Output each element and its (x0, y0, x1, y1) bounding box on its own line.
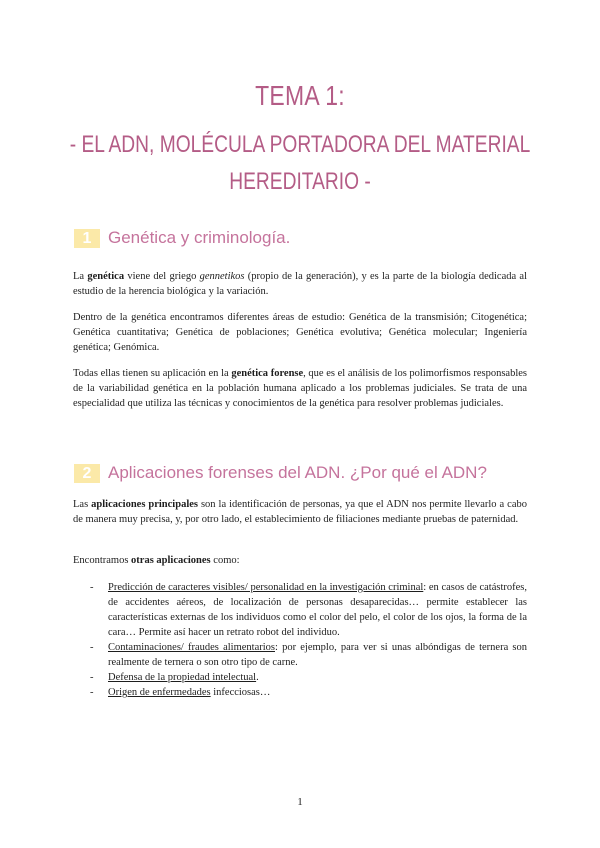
dash-marker: - (90, 642, 94, 653)
section-2-paragraph-1 (73, 497, 527, 527)
term-genetica-forense: genética forense (231, 368, 304, 379)
section-1-paragraph-2: Dentro de la genética encontramos diferentes áreas de estudio: Genética de la transmisión; Citogenética; Genética cuantitativa; Genética de poblaciones; Genética evolutiva; Genética molecular; Ingeniería genética; Genómica. (73, 312, 527, 353)
section-1-heading (74, 228, 290, 248)
title-line-2: - EL ADN, MOLÉCULA PORTADORA DEL MATERIAL (69, 131, 531, 158)
term-aplicaciones-principales: aplicaciones principales (91, 499, 198, 510)
text-run: son la identificación de personas, ya que el ADN nos permite llevarlo a cabo de manera muy precisa, y, por otro lado, el establecimiento de filiaciones mediante pruebas de paternidad. (73, 499, 527, 525)
title-subtitle (60, 126, 540, 200)
list-item-topic: Defensa de la propiedad intelectual (108, 672, 257, 683)
section-1-title: Genética y criminología. (108, 228, 291, 247)
list-item (90, 670, 527, 685)
list-item-text: : en casos de catástrofes, de accidentes aéreos, de localización de personas desaparecidas… permite establecer las características externas de los individuos como el color del pelo, el color de los ojos, la forma de la cara… Permite así hacer un retrato robot del individuo. (108, 582, 527, 638)
section-2-heading (74, 463, 487, 483)
text-run: como: (210, 555, 240, 566)
dash-marker: - (90, 582, 94, 593)
list-item-text: : por ejemplo, para ver si unas albóndigas de ternera son realmente de ternera o son otro tipo de carne. (108, 642, 527, 668)
text-run: Todas ellas tienen su aplicación en la (73, 368, 232, 379)
list-item-text: . (256, 672, 259, 683)
list-item (90, 580, 527, 640)
list-item-topic: Predicción de caracteres visibles/ personalidad en la investigación criminal (108, 582, 424, 593)
section-2-paragraph-2 (73, 553, 527, 568)
section-2-title: Aplicaciones forenses del ADN. ¿Por qué el ADN? (108, 463, 487, 482)
text-run: viene del griego (124, 271, 200, 282)
section-2-number: 2 (74, 464, 100, 483)
section-1-paragraph-3 (73, 366, 527, 411)
text-run: (propio de la generación), y es la parte de la biología dedicada al estudio de la herencia biológica y la variación. (73, 271, 528, 297)
dash-marker: - (90, 672, 94, 683)
list-item-topic: Contaminaciones/ fraudes alimentarios (108, 642, 275, 653)
term-gennetikos: gennetikos (199, 271, 245, 282)
list-item (90, 640, 527, 670)
term-otras-aplicaciones: otras aplicaciones (131, 555, 211, 566)
list-item-text: infecciosas… (210, 687, 271, 698)
title-line-1: TEMA 1: (255, 80, 345, 111)
section-1-paragraph-1 (73, 269, 527, 299)
text-run: La (73, 271, 88, 282)
text-run: Las (73, 499, 92, 510)
term-genetica: genética (87, 271, 125, 282)
list-item-topic: Origen de enfermedades (108, 687, 211, 698)
list-item (90, 685, 527, 700)
text-run: Encontramos (73, 555, 132, 566)
page-number: 1 (297, 796, 303, 808)
text-run: , que es el análisis de los polimorfismos responsables de la variabilidad genética en la población humana aplicado a los problemas judiciales. Se trata de una especialidad que utiliza las técnicas y conocimientos de la genética para resolver problemas judiciales. (73, 368, 527, 409)
title-line-3: HEREDITARIO - (229, 168, 371, 195)
applications-list (90, 580, 527, 700)
dash-marker: - (90, 687, 94, 698)
section-1-number: 1 (74, 229, 100, 248)
